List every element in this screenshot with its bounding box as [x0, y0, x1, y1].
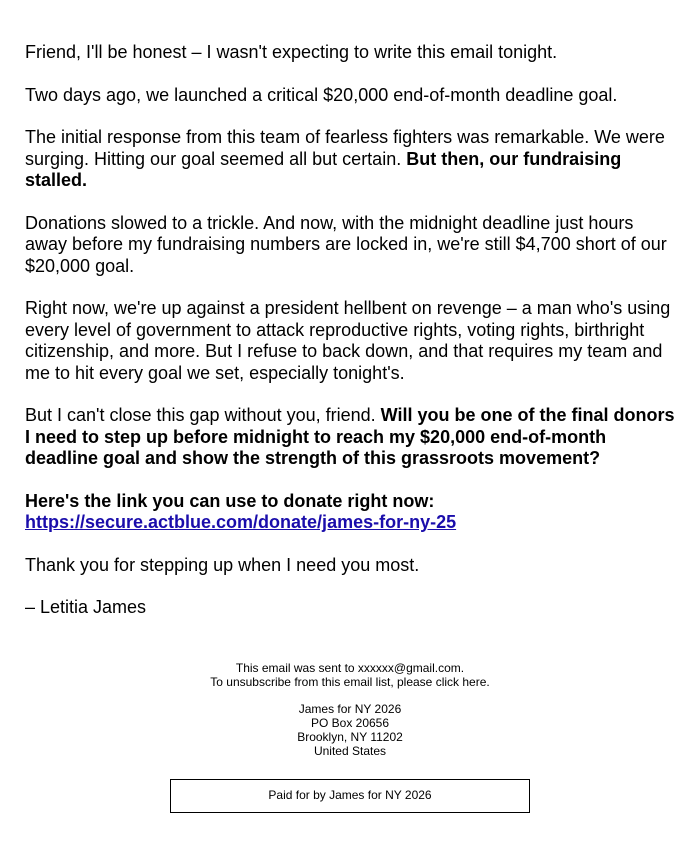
footer-notice: [25, 661, 675, 689]
ask-emphasis: Will you be one of the final donors I need to step up before midnight to reach my $20,000 end-of-month deadline goal and show the strength of this grassroots movement?: [25, 405, 675, 468]
ask-text: But I can't close this gap without you, friend.: [25, 405, 381, 425]
sent-to-line: This email was sent to xxxxxx@gmail.com.: [235, 660, 465, 675]
launch-paragraph: Two days ago, we launched a critical $20,000 end-of-month deadline goal.: [25, 84, 618, 105]
response-paragraph: [25, 127, 675, 192]
trickle-paragraph: Donations slowed to a trickle. And now, with the midnight deadline just hours away before my fundraising numbers are locked in, we're still $4,700 short of our $20,000 goal.: [25, 212, 667, 276]
greeting-paragraph: Friend, I'll be honest – I wasn't expecting to write this email tonight.: [25, 42, 558, 62]
link-paragraph: [25, 491, 675, 534]
stalled-emphasis: But then, our fundraising stalled.: [25, 148, 622, 190]
mailing-address: [25, 702, 675, 758]
president-paragraph: Right now, we're up against a president hellbent on revenge – a man who's using every level of government to attack reproductive rights, voting rights, birthright citizenship, and more. But I refuse to back down, and that requires my team and me to hit every goal we set, especially tonight's.: [25, 298, 671, 383]
signature: – Letitia James: [25, 597, 147, 617]
unsubscribe-line: To unsubscribe from this email list, please click here.: [210, 674, 490, 689]
email-footer: [25, 661, 675, 813]
country: United States: [313, 743, 387, 758]
unsubscribe-link[interactable]: click here: [435, 674, 487, 689]
ask-paragraph: [25, 405, 675, 470]
donate-link[interactable]: https://secure.actblue.com/donate/james-for-ny-25: [25, 512, 457, 532]
response-text: The initial response from this team of fearless fighters was remarkable. We were surging. Hitting our goal seemed all but certain.: [25, 127, 665, 169]
city-line: Brooklyn, NY 11202: [297, 729, 403, 744]
paid-for-disclaimer: Paid for by James for NY 2026: [170, 779, 530, 813]
recipient-email: xxxxxx@gmail.com: [357, 660, 461, 675]
link-intro: Here's the link you can use to donate right now:: [25, 490, 435, 511]
thanks-paragraph: Thank you for stepping up when I need you most.: [25, 554, 420, 575]
po-box: PO Box 20656: [310, 715, 390, 730]
org-name: James for NY 2026: [298, 701, 402, 716]
